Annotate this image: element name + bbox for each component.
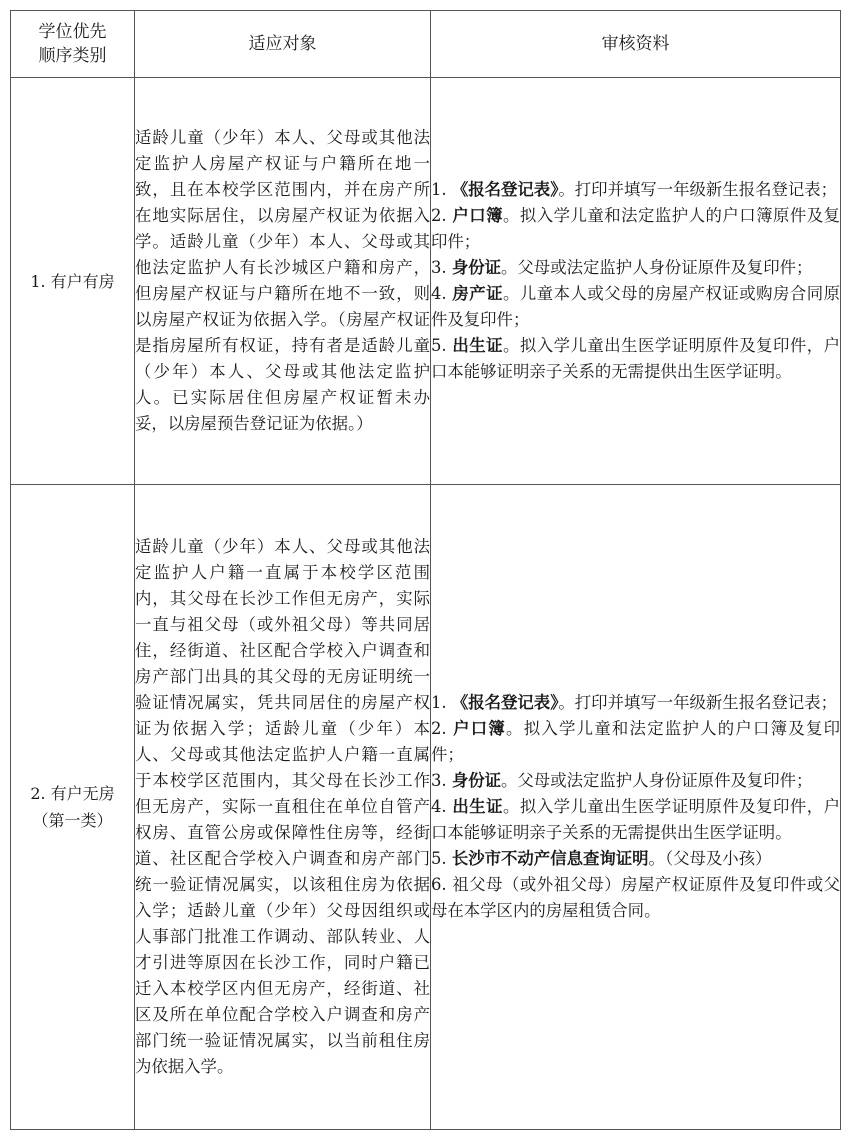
materials-cell: [431, 485, 841, 1130]
material-item: 1. 《报名登记表》。打印并填写一年级新生报名登记表；: [431, 693, 838, 712]
table-row: [11, 485, 841, 1130]
material-item: 3. 身份证。父母或法定监护人身份证原件及复印件；: [431, 258, 813, 277]
admission-priority-table: [10, 10, 841, 1130]
material-item: 5. 出生证。拟入学儿童出生医学证明原件及复印件，户口本能够证明亲子关系的无需提供出生医学证明。: [431, 336, 841, 381]
category-label: 2. 有户无房: [30, 784, 115, 803]
materials-cell: [431, 78, 841, 485]
category-sublabel: （第一类）: [32, 811, 113, 830]
header-category-text: 学位优先顺序类别: [38, 22, 107, 66]
header-materials: 审核资料: [431, 11, 841, 78]
header-target: 适应对象: [135, 11, 431, 78]
material-item: 4. 出生证。拟入学儿童出生医学证明原件及复印件，户口本能够证明亲子关系的无需提供出生医学证明。: [431, 797, 841, 842]
category-cell: [11, 78, 135, 485]
table-row: [11, 78, 841, 485]
target-text: 适龄儿童（少年）本人、父母或其他法定监护人房屋产权证与户籍所在地一致，且在本校学区范围内，并在房产所在地实际居住，以房屋产权证为依据入学。适龄儿童（少年）本人、父母或其他法定监护人有长沙城区户籍和房产，但房屋产权证与户籍所在地不一致，则以房屋产权证为依据入学。（房屋产权证是指房屋所有权证，持有者是适龄儿童（少年）本人、父母或其他法定监护人。已实际居住但房屋产权证暂未办妥，以房屋预告登记证为依据。）: [135, 128, 430, 433]
target-text: 适龄儿童（少年）本人、父母或其他法定监护人户籍一直属于本校学区范围内，其父母在长沙工作但无房产，实际一直与祖父母（或外祖父母）等共同居住，经街道、社区配合学校入户调查和房产部门出具的其父母的无房证明统一验证情况属实，凭共同居住的房屋产权证为依据入学；适龄儿童（少年）本人、父母或其他法定监护人户籍一直属于本校学区范围内，其父母在长沙工作但无房产，实际一直租住在单位自管产权房、直管公房或保障性住房等，经街道、社区配合学校入户调查和房产部门统一验证情况属实，以该租住房为依据入学；适龄儿童（少年）父母因组织或人事部门批准工作调动、部队转业、人才引进等原因在长沙工作，同时户籍已迁入本校学区内但无房产，经街道、社区及所在单位配合学校入户调查和房产部门统一验证情况属实，以当前租住房为依据入学。: [135, 537, 430, 1076]
material-item: 2. 户口簿。拟入学儿童和法定监护人的户口簿原件及复印件；: [431, 206, 841, 251]
material-item: 3. 身份证。父母或法定监护人身份证原件及复印件；: [431, 771, 813, 790]
target-cell: [135, 485, 431, 1130]
header-category: [11, 11, 135, 78]
material-item: 4. 房产证。儿童本人或父母的房屋产权证或购房合同原件及复印件；: [431, 284, 841, 329]
material-item: 5. 长沙市不动产信息查询证明。（父母及小孩）: [431, 849, 772, 868]
material-item: 1. 《报名登记表》。打印并填写一年级新生报名登记表；: [431, 180, 838, 199]
table-header-row: [11, 11, 841, 78]
material-item: 6. 祖父母（或外祖父母）房屋产权证原件及复印件或父母在本学区内的房屋租赁合同。: [431, 875, 840, 920]
category-cell: [11, 485, 135, 1130]
target-cell: [135, 78, 431, 485]
category-label: 1. 有户有房: [30, 271, 115, 291]
material-item: 2. 户口簿。拟入学儿童和法定监护人的户口簿及复印件；: [431, 719, 841, 764]
